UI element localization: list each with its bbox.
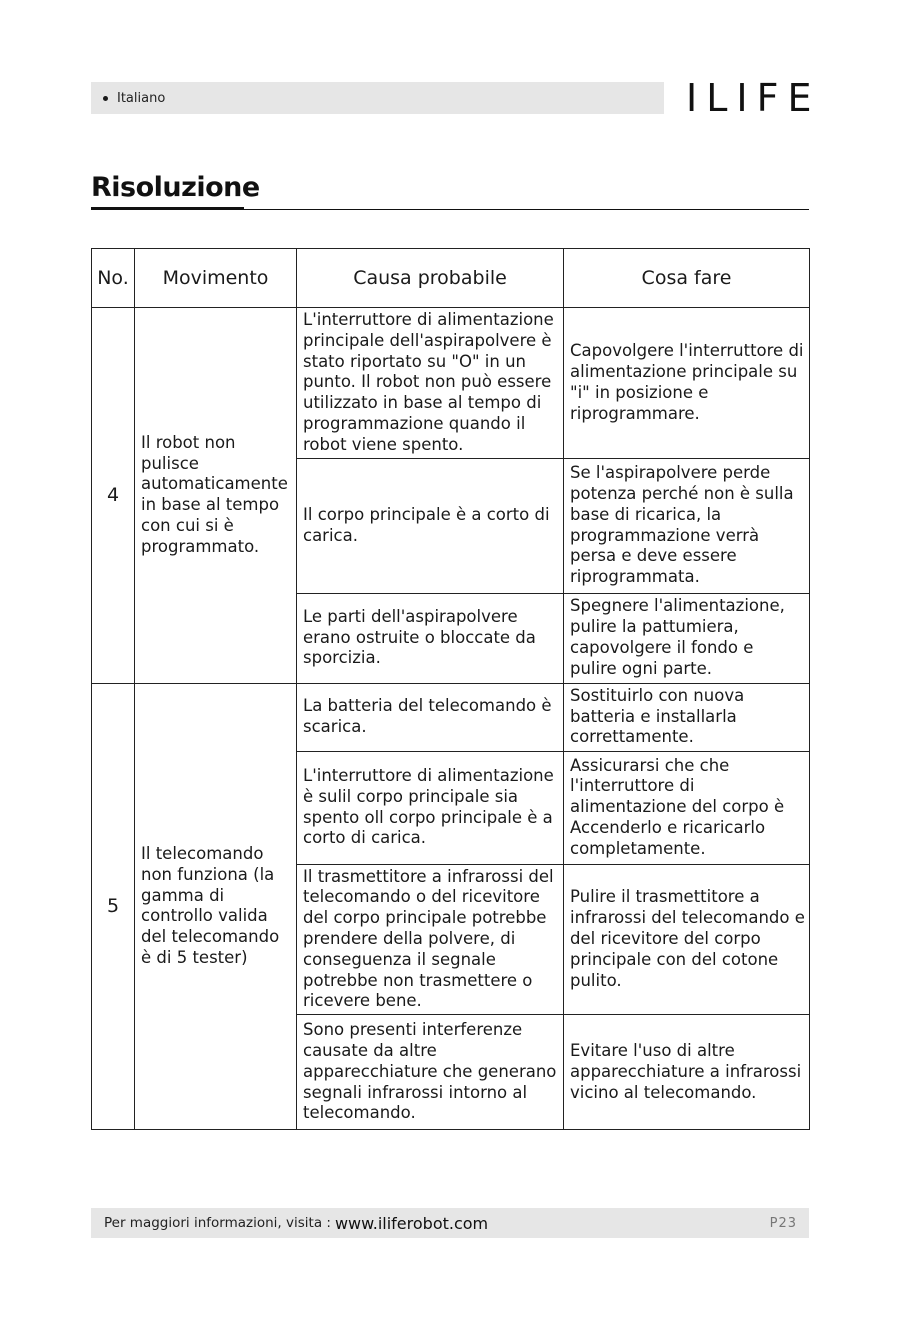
table-row: [92, 683, 810, 751]
cause-cell: Le parti dell'aspirapolvere erano ostruite o bloccate da sporcizia.: [297, 593, 564, 683]
section-title: Risoluzione: [91, 172, 260, 203]
table-header-row: [92, 249, 810, 308]
header-action: Cosa fare: [564, 249, 810, 308]
header-cause: Causa probabile: [297, 249, 564, 308]
website-link[interactable]: www.iliferobot.com: [334, 1213, 489, 1233]
brand-logo: ILIFE: [686, 76, 821, 120]
footer-bar: [91, 1208, 809, 1238]
header-no: No.: [92, 249, 135, 308]
troubleshooting-table: [91, 248, 810, 1130]
action-cell: Evitare l'uso di altre apparecchiature a infrarossi vicino al telecomando.: [564, 1015, 810, 1130]
cause-cell: Il trasmettitore a infrarossi del telecomando o del ricevitore del corpo principale potrebbe prendere della polvere, di conseguenza il segnale potrebbe non trasmettere o ricevere bene.: [297, 864, 564, 1015]
title-underline: [91, 207, 244, 210]
cause-cell: L'interruttore di alimentazione è sulil corpo principale sia spento oll corpo principale è a corto di carica.: [297, 751, 564, 864]
header-movement: Movimento: [135, 249, 297, 308]
movement-cell: Il robot non pulisce automaticamente in base al tempo con cui si è programmato.: [135, 308, 297, 684]
action-cell: Assicurarsi che che l'interruttore di alimentazione del corpo è Accenderlo e ricaricarlo completamente.: [564, 751, 810, 864]
action-cell: Spegnere l'alimentazione, pulire la pattumiera, capovolgere il fondo e pulire ogni parte.: [564, 593, 810, 683]
bullet-icon: [103, 96, 108, 101]
action-cell: Sostituirlo con nuova batteria e installarla correttamente.: [564, 683, 810, 751]
row-number: 4: [92, 308, 135, 684]
footer-text: Per maggiori informazioni, visita :: [104, 1215, 331, 1231]
cause-cell: Sono presenti interferenze causate da altre apparecchiature che generano segnali infrarossi intorno al telecomando.: [297, 1015, 564, 1130]
table-row: [92, 308, 810, 459]
language-label: Italiano: [117, 90, 166, 106]
movement-cell: Il telecomando non funziona (la gamma di controllo valida del telecomando è di 5 tester): [135, 683, 297, 1130]
page-number: P23: [769, 1215, 797, 1231]
action-cell: Se l'aspirapolvere perde potenza perché non è sulla base di ricarica, la programmazione verrà persa e deve essere riprogrammata.: [564, 458, 810, 593]
action-cell: Pulire il trasmettitore a infrarossi del telecomando e del ricevitore del corpo principale con del cotone pulito.: [564, 864, 810, 1015]
cause-cell: Il corpo principale è a corto di carica.: [297, 458, 564, 593]
row-number: 5: [92, 683, 135, 1130]
cause-cell: L'interruttore di alimentazione principale dell'aspirapolvere è stato riportato su "O" in un punto. Il robot non può essere utilizzato in base al tempo di programmazione quando il robot viene spento.: [297, 308, 564, 459]
header-bar: [91, 82, 664, 114]
action-cell: Capovolgere l'interruttore di alimentazione principale su "i" in posizione e riprogrammare.: [564, 308, 810, 459]
cause-cell: La batteria del telecomando è scarica.: [297, 683, 564, 751]
